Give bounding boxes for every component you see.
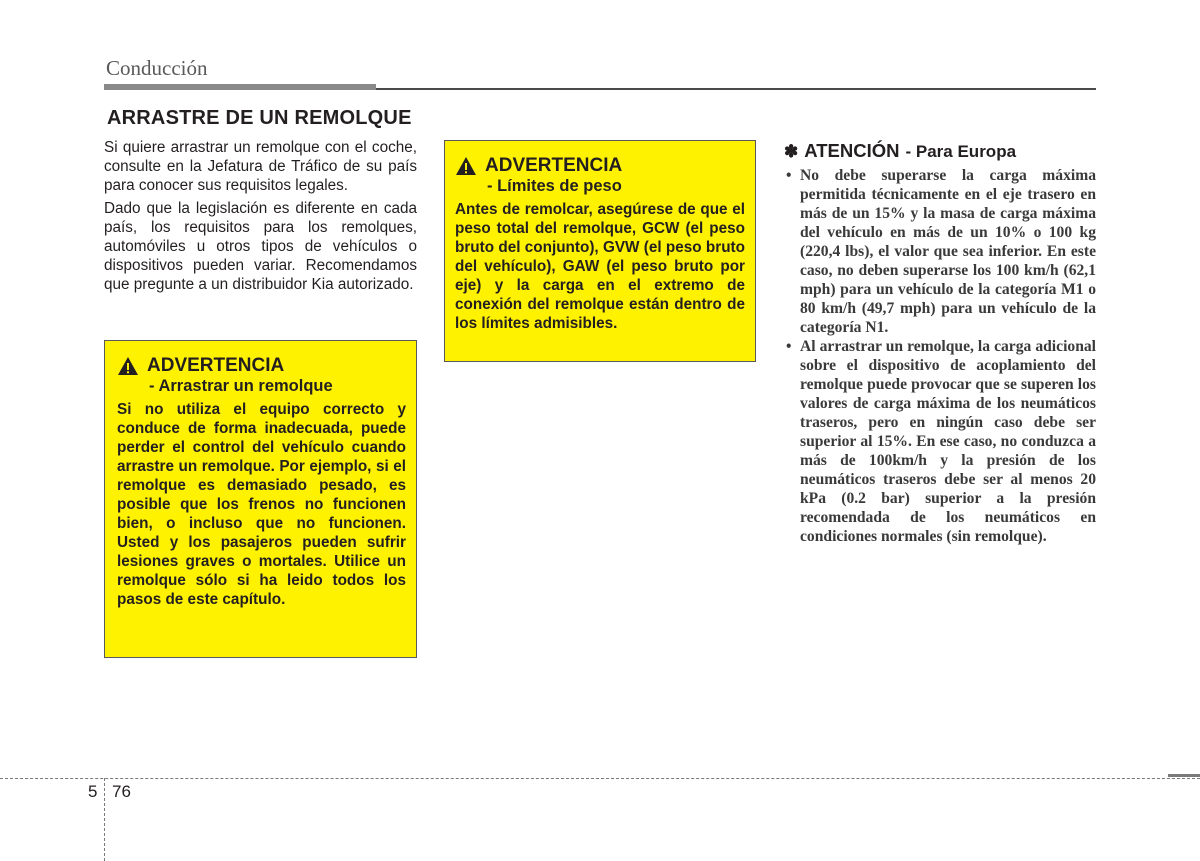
- warning-subtitle: - Arrastrar un remolque: [149, 377, 333, 395]
- attention-header: [784, 140, 1096, 162]
- intro-paragraph-1: Si quiere arrastrar un remolque con el coche, consulte en la Jefatura de Tráfico de su país para conocer sus requisitos legales.: [104, 139, 417, 194]
- warning-subtitle: - Límites de peso: [487, 177, 622, 195]
- header-rule-thin: [376, 88, 1096, 90]
- footer-vertical-divider: [104, 778, 105, 861]
- warning-body: Si no utiliza el equipo correcto y conduce de forma inadecuada, puede perder el control del vehículo cuando arrastre un remolque. Por ejemplo, si el remolque es demasiado pesado, es posible que los frenos no funcionen bien, o incluso que no funcionen. Usted y los pasajeros pueden sufrir lesiones graves o mortales. Utilice un remolque sólo si ha leido todos los pasos de este capítulo.: [117, 401, 406, 608]
- list-item: [784, 337, 1096, 546]
- header-rule-thick: [104, 84, 376, 90]
- footer-rule: [1168, 774, 1200, 777]
- section-title: ARRASTRE DE UN REMOLQUE: [107, 107, 412, 129]
- warning-body: Antes de remolcar, asegúrese de que el peso total del remolque, GCW (el peso bruto del conjunto), GVW (el peso bruto del vehículo), GAW (el peso bruto por eje) y la carga en el extremo de conexión del remolque están dentro de los límites admisibles.: [455, 201, 745, 332]
- warning-header: [117, 355, 406, 377]
- bullet-icon: •: [786, 167, 792, 184]
- attention-subtitle: - Para Europa: [905, 142, 1017, 161]
- chapter-header-title: Conducción: [106, 56, 208, 80]
- intro-text: [104, 138, 417, 298]
- warning-header: [455, 155, 745, 177]
- warning-box-weight-limits: [444, 140, 756, 362]
- attention-europe: [784, 140, 1096, 546]
- warning-title: ADVERTENCIA: [147, 355, 285, 376]
- list-item-text: Al arrastrar un remolque, la carga adicional sobre el dispositivo de acoplamiento del remolque puede provocar que se superen los valores de carga máxima de los neumáticos traseros, pero en ningún caso debe ser superior al 15%. En ese caso, no conduzca a más de 100km/h y la presión de los neumáticos traseros debe ser al menos 20 kPa (0.2 bar) superior a la presión recomendada de los neumáticos en condiciones normales (sin remolque).: [800, 338, 1096, 545]
- footer-divider: [0, 778, 1200, 779]
- warning-title: ADVERTENCIA: [485, 155, 623, 176]
- asterisk-icon: ✽: [784, 142, 799, 161]
- warning-triangle-icon: [117, 356, 139, 376]
- bullet-icon: •: [786, 338, 792, 355]
- chapter-number: 5: [88, 782, 98, 801]
- attention-title: ATENCIÓN: [804, 140, 900, 161]
- list-item-text: No debe superarse la carga máxima permitida técnicamente en el eje trasero en más de un 15% y la masa de carga máxima del vehículo en más de un 10% o 100 kg (220,4 lbs), el valor que sea inferior. En este caso, no deben superarse los 100 km/h (62,1 mph) para un vehículo de la categoría M1 o 80 km/h (49,7 mph) para un vehículo de la categoría N1.: [800, 167, 1096, 336]
- intro-paragraph-2: Dado que la legislación es diferente en cada país, los requisitos para los remolques, automóviles u otros tipos de vehículos o dispositivos pueden variar. Recomendamos que pregunte a un distribuidor Kia autorizado.: [104, 200, 417, 293]
- list-item: [784, 166, 1096, 337]
- warning-triangle-icon: [455, 156, 477, 176]
- page-number: 76: [112, 782, 131, 801]
- warning-box-towing: [104, 340, 417, 658]
- attention-list: [784, 166, 1096, 546]
